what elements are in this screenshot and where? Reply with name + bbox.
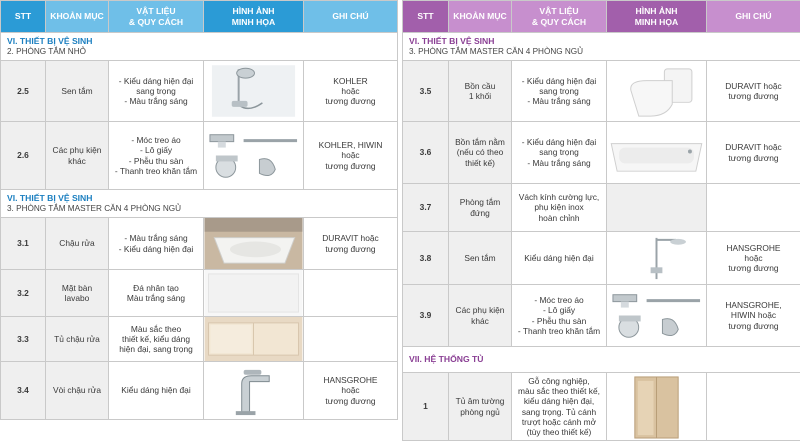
note-cell: DURAVIT hoặc tương đương: [304, 218, 398, 270]
note-cell: DURAVIT hoặc tương đương: [707, 61, 800, 122]
illustration-shower-column: [607, 232, 707, 285]
stt-cell: 3.8: [403, 232, 449, 285]
illustration-bathtub: [607, 122, 707, 184]
item-cell: Bồn cầu 1 khối: [449, 61, 512, 122]
spec-cell: Màu sắc theo thiết kế, kiểu dáng hiện đại, sang trọng: [109, 317, 204, 362]
table-row: [403, 61, 800, 122]
section-subtitle: 2. PHÒNG TẮM NHỎ: [7, 46, 87, 56]
note-cell: [304, 270, 398, 317]
item-cell: Mặt bàn lavabo: [46, 270, 109, 317]
item-cell: Phòng tắm đứng: [449, 184, 512, 232]
spec-cell: Vách kính cường lực, phụ kiện inox hoàn chỉnh: [512, 184, 607, 232]
illustration-empty: [607, 184, 707, 232]
note-cell: KOHLER, HIWIN hoặc tương đương: [304, 122, 398, 190]
section-header-row: [403, 33, 800, 61]
table-row: [1, 218, 398, 270]
spec-cell: Đá nhân tạo Màu trắng sáng: [109, 270, 204, 317]
header-item: KHOẢN MỤC: [46, 1, 109, 33]
table-row: [403, 184, 800, 232]
header-material: VẬT LIỆU & QUY CÁCH: [512, 1, 607, 33]
header-material: VẬT LIỆU & QUY CÁCH: [109, 1, 204, 33]
item-cell: Sen tắm: [449, 232, 512, 285]
illustration-toilet: [607, 61, 707, 122]
item-cell: Các phụ kiện khác: [449, 285, 512, 347]
table-row: [1, 122, 398, 190]
spec-cell: - Kiểu dáng hiện đại sang trọng - Màu trắng sáng: [512, 61, 607, 122]
spec-cell: - Móc treo áo - Lô giấy - Phễu thu sàn - Thanh treo khăn tắm: [512, 285, 607, 347]
note-cell: HANSGROHE hoặc tương đương: [304, 362, 398, 420]
spec-cell: Kiểu dáng hiện đại: [512, 232, 607, 285]
item-cell: Chậu rửa: [46, 218, 109, 270]
illustration-accessories: [607, 285, 707, 347]
header-item: KHOẢN MỤC: [449, 1, 512, 33]
note-cell: [707, 373, 800, 441]
section-header: [403, 347, 800, 373]
table-row: [403, 232, 800, 285]
stt-cell: 2.5: [1, 61, 46, 122]
note-cell: KOHLER hoặc tương đương: [304, 61, 398, 122]
section-header-row: [1, 33, 398, 61]
section-title: VII. HỆ THỐNG TỦ: [409, 354, 484, 365]
stt-cell: 1: [403, 373, 449, 441]
table-row: [1, 270, 398, 317]
illustration-vanity: [204, 317, 304, 362]
illustration-countertop: [204, 270, 304, 317]
illustration-wardrobe: [607, 373, 707, 441]
right-header-row: [403, 1, 800, 33]
section-subtitle: 3. PHÒNG TẮM MASTER CĂN 4 PHÒNG NGỦ: [7, 203, 182, 213]
stt-cell: 3.1: [1, 218, 46, 270]
item-cell: Bồn tắm nằm (nếu có theo thiết kế): [449, 122, 512, 184]
spec-cell: - Màu trắng sáng - Kiểu dáng hiện đại: [109, 218, 204, 270]
left-header-row: [1, 1, 398, 33]
stt-cell: 3.3: [1, 317, 46, 362]
header-note: GHI CHÚ: [304, 1, 398, 33]
item-cell: Tủ âm tường phòng ngủ: [449, 373, 512, 441]
header-image: HÌNH ẢNH MINH HỌA: [204, 1, 304, 33]
spec-cell: Kiểu dáng hiện đại: [109, 362, 204, 420]
item-cell: Sen tắm: [46, 61, 109, 122]
table-row: [403, 122, 800, 184]
header-image: HÌNH ẢNH MINH HỌA: [607, 1, 707, 33]
illustration-accessories: [204, 122, 304, 190]
table-row: [1, 61, 398, 122]
spec-cell: - Kiểu dáng hiện đại sang trọng - Màu trắng sáng: [512, 122, 607, 184]
spec-cell: - Kiểu dáng hiện đại sang trọng - Màu trắng sáng: [109, 61, 204, 122]
section-header-row: [403, 347, 800, 373]
table-row: [403, 373, 800, 441]
table-row: [1, 362, 398, 420]
item-cell: Vòi chậu rửa: [46, 362, 109, 420]
section-title: VI. THIẾT BỊ VỆ SINH: [7, 193, 93, 204]
section-title: VI. THIẾT BỊ VỆ SINH: [409, 36, 495, 47]
item-cell: Tủ chậu rửa: [46, 317, 109, 362]
note-cell: DURAVIT hoặc tương đương: [707, 122, 800, 184]
section-subtitle: 3. PHÒNG TẮM MASTER CĂN 4 PHÒNG NGỦ: [409, 46, 584, 56]
section-header: [403, 33, 800, 61]
stt-cell: 2.6: [1, 122, 46, 190]
stt-cell: 3.5: [403, 61, 449, 122]
note-cell: [707, 184, 800, 232]
illustration-faucet: [204, 362, 304, 420]
section-header-row: [1, 190, 398, 218]
header-stt: STT: [403, 1, 449, 33]
note-cell: HANSGROHE, HIWIN hoặc tương đương: [707, 285, 800, 347]
table-row: [403, 285, 800, 347]
section-header: [1, 190, 398, 218]
note-cell: HANSGROHE hoặc tương đương: [707, 232, 800, 285]
right-spec-table: [402, 0, 800, 441]
section-header: [1, 33, 398, 61]
stt-cell: 3.9: [403, 285, 449, 347]
stt-cell: 3.7: [403, 184, 449, 232]
header-stt: STT: [1, 1, 46, 33]
illustration-basin: [204, 218, 304, 270]
stt-cell: 3.4: [1, 362, 46, 420]
illustration-shower-set: [204, 61, 304, 122]
left-spec-table: [0, 0, 398, 420]
table-row: [1, 317, 398, 362]
stt-cell: 3.2: [1, 270, 46, 317]
spec-cell: - Móc treo áo - Lô giấy - Phễu thu sàn - Thanh treo khăn tắm: [109, 122, 204, 190]
item-cell: Các phụ kiện khác: [46, 122, 109, 190]
header-note: GHI CHÚ: [707, 1, 800, 33]
spec-cell: Gỗ công nghiệp, màu sắc theo thiết kế, kiểu dáng hiện đại, sang trọng. Tủ cánh trượt hoặc cánh mở (tùy theo thiết kế): [512, 373, 607, 441]
stt-cell: 3.6: [403, 122, 449, 184]
note-cell: [304, 317, 398, 362]
section-title: VI. THIẾT BỊ VỆ SINH: [7, 36, 93, 47]
